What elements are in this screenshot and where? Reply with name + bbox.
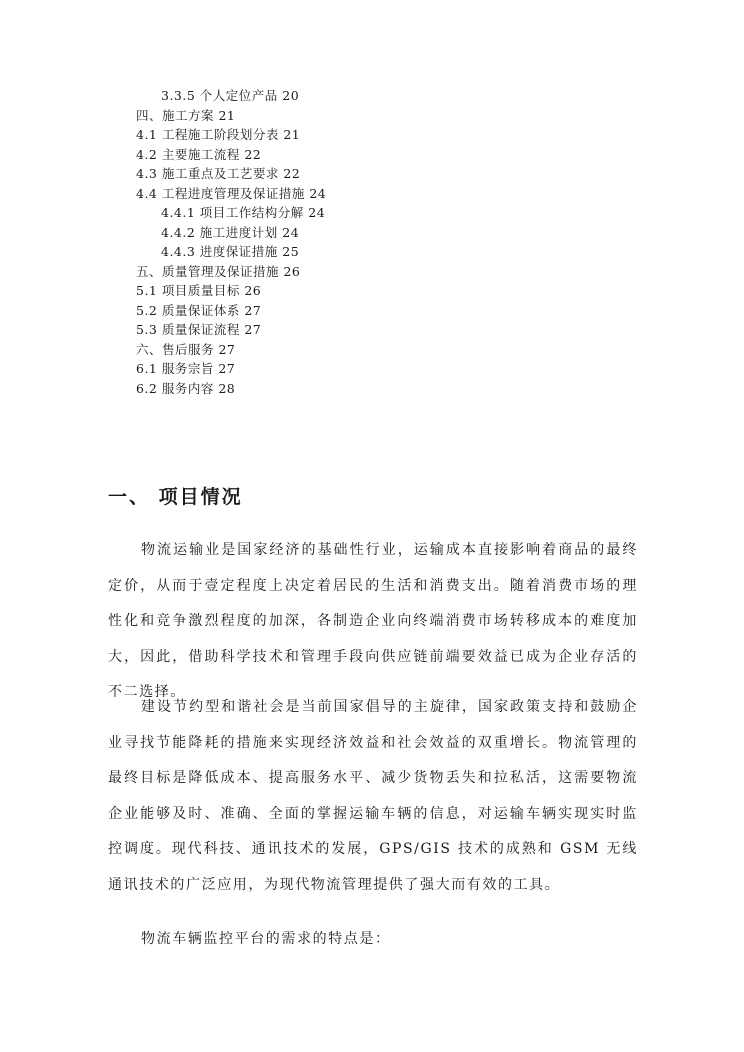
toc-item[interactable]: 六、售后服务 27 <box>136 341 236 357</box>
body-paragraph: 物流运输业是国家经济的基础性行业，运输成本直接影响着商品的最终定价，从而于壹定程度上决定着居民的生活和消费支出。随着消费市场的理性化和竞争激烈程度的加深，各制造企业向终端消费市场转移成本的难度加大，因此，借助科学技术和管理手段向供应链前端要效益已成为企业存活的不二选择。 <box>108 542 638 700</box>
toc-item[interactable]: 5.2 质量保证体系 27 <box>136 302 262 318</box>
toc-item[interactable]: 6.1 服务宗旨 27 <box>136 361 236 376</box>
toc-item[interactable]: 3.3.5 个人定位产品 20 <box>161 88 300 103</box>
toc-item[interactable]: 5.3 质量保证流程 27 <box>136 322 262 337</box>
toc-item[interactable]: 4.4 工程进度管理及保证措施 24 <box>136 185 327 201</box>
toc-item[interactable]: 5.1 项目质量目标 26 <box>136 283 262 298</box>
toc-item[interactable]: 4.4.1 项目工作结构分解 24 <box>161 205 326 220</box>
toc-item[interactable]: 四、施工方案 21 <box>136 107 236 123</box>
body-paragraph: 物流车辆监控平台的需求的特点是： <box>141 931 391 947</box>
toc-item[interactable]: 4.3 施工重点及工艺要求 22 <box>136 166 301 181</box>
section-heading: 一、 项目情况 <box>108 486 243 508</box>
body-paragraph: 建设节约型和谐社会是当前国家倡导的主旋律，国家政策支持和鼓励企业寻找节能降耗的措施来实现经济效益和社会效益的双重增长。物流管理的最终目标是降低成本、提高服务水平、减少货物丢失和拉私活，这需要物流企业能够及时、准确、全面的掌握运输车辆的信息，对运输车辆实现实时监控调度。现代科技、通讯技术的发展，GPS/GIS 技术的成熟和 GSM 无线通讯技术的广泛应用，为现代物流管理提供了强大而有效的工具。 <box>108 699 638 893</box>
toc-item[interactable]: 4.4.2 施工进度计划 24 <box>161 224 300 240</box>
toc-item[interactable]: 4.4.3 进度保证措施 25 <box>161 244 300 259</box>
toc-item[interactable]: 4.1 工程施工阶段划分表 21 <box>136 127 301 142</box>
toc-item[interactable]: 4.2 主要施工流程 22 <box>136 146 262 162</box>
toc-item[interactable]: 6.2 服务内容 28 <box>136 380 236 396</box>
toc-item[interactable]: 五、质量管理及保证措施 26 <box>136 263 301 279</box>
